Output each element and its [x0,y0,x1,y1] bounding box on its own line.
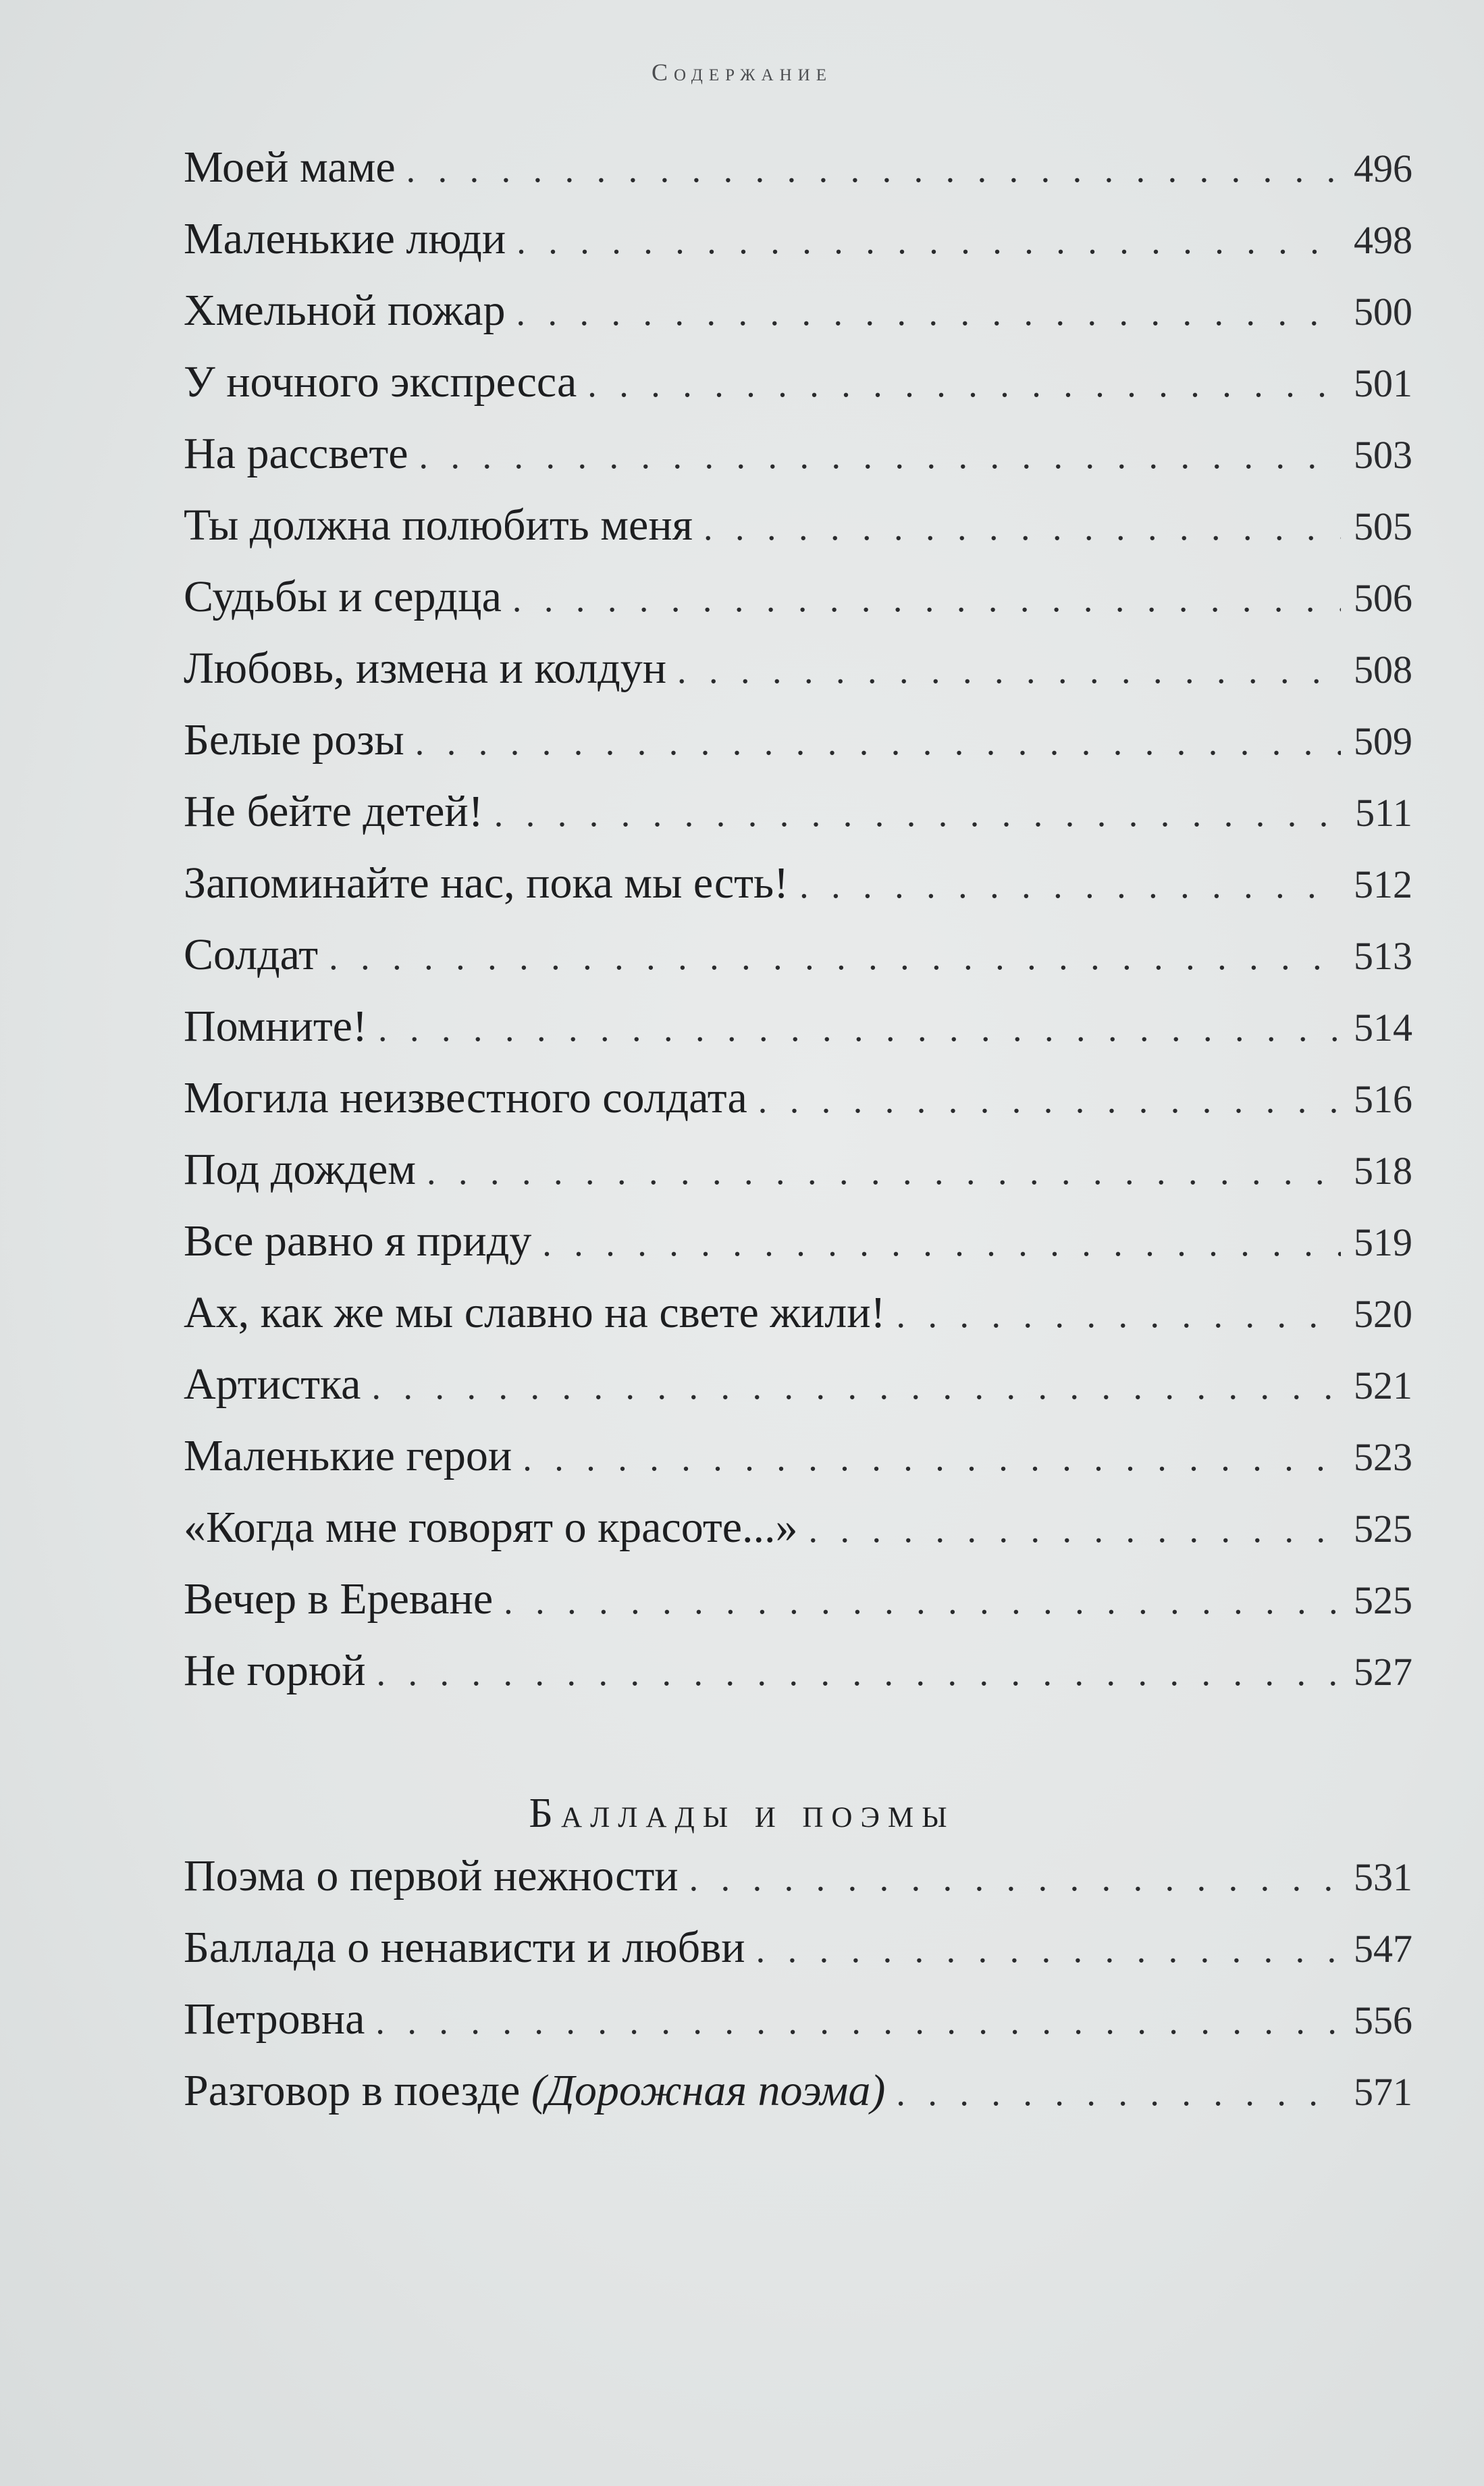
toc-entry-page: 496 [1354,147,1412,190]
toc-entry [184,428,1412,500]
toc-entry-page: 500 [1354,290,1412,334]
running-head: Содержание [651,59,832,86]
toc-entry-page: 498 [1354,218,1412,262]
dot-leader [415,721,1341,763]
toc-entry-title: Все равно я приду [184,1216,532,1266]
toc-entry-title: Не бейте детей! [184,787,483,836]
toc-entry-title: Солдат [184,930,319,979]
toc-entry-title: На рассвете [184,429,408,478]
toc-entry-title: Помните! [184,1002,367,1051]
toc-entry [184,1216,1412,1287]
toc-entry-page: 508 [1354,648,1412,692]
dot-leader [419,435,1341,477]
toc-entry-page: 514 [1354,1006,1412,1050]
toc-entry-page: 506 [1354,576,1412,620]
section-heading: Баллады и поэмы [529,1790,955,1836]
toc-entry-title: Запоминайте нас, пока мы есть! [184,858,789,908]
toc-entry [184,500,1412,571]
toc-entry [184,1502,1412,1574]
toc-entry-title: Маленькие люди [184,214,506,263]
toc-entry [184,1144,1412,1216]
dot-leader [378,1008,1341,1050]
dot-leader [587,363,1341,405]
toc-entry-page: 571 [1354,2070,1412,2114]
dot-leader [504,1580,1341,1622]
toc-entry [184,1574,1412,1645]
toc-entry-page: 525 [1354,1578,1412,1622]
toc-entry-page: 531 [1354,1855,1412,1899]
dot-leader [689,1857,1341,1899]
dot-leader [758,1079,1341,1121]
toc-entry [184,1359,1412,1430]
toc-entry-title: «Когда мне говорят о красоте...» [184,1503,798,1552]
toc-entry [184,1994,1412,2065]
toc-entry [184,786,1412,858]
toc-entry [184,357,1412,428]
toc-entry-page: 521 [1354,1364,1412,1407]
dot-leader [896,2072,1341,2114]
toc-entry-title: Не горюй [184,1646,366,1695]
dot-leader [329,936,1341,978]
toc-entry [184,929,1412,1001]
toc-entry-title: Ты должна полюбить меня [184,500,693,550]
toc-entry-page: 511 [1355,791,1412,835]
toc-entry-page: 505 [1354,504,1412,548]
toc-entry [184,1850,1412,1922]
dot-leader [512,578,1341,620]
toc-entry-title: Под дождем [184,1145,417,1194]
dot-leader [523,1437,1341,1479]
toc-entry-title: Судьбы и сердца [184,572,502,621]
dot-leader [371,1366,1341,1407]
dot-leader [704,507,1341,548]
toc-entry-title: Петровна [184,1994,365,2044]
toc-section-list [184,1850,1412,2137]
toc-entry-page: 527 [1354,1650,1412,1694]
toc-entry [184,715,1412,786]
toc-entry-title: Поэма о первой нежности [184,1851,679,1900]
dot-leader [542,1222,1341,1264]
dot-leader [427,1151,1341,1193]
dot-leader [809,1509,1341,1551]
dot-leader [897,1294,1342,1336]
toc-entry-page: 518 [1354,1149,1412,1193]
toc-entry [184,571,1412,643]
toc-entry [184,2065,1412,2137]
toc-main-list [184,142,1412,1717]
dot-leader [516,220,1341,262]
toc-entry-title: Хмельной пожар [184,286,506,335]
toc-entry-page: 501 [1354,361,1412,405]
toc-entry-title: Маленькие герои [184,1431,512,1480]
toc-entry-page: 523 [1354,1435,1412,1479]
toc-entry-title: Разговор в поезде (Дорожная поэма) [184,2066,886,2115]
dot-leader [516,292,1341,334]
toc-entry [184,1001,1412,1072]
toc-entry-title: Могила неизвестного солдата [184,1073,747,1122]
toc-entry [184,1922,1412,1994]
toc-entry-page: 512 [1354,862,1412,906]
toc-entry-page: 509 [1354,719,1412,763]
toc-entry-title: Артистка [184,1359,361,1409]
dot-leader [375,2000,1341,2042]
dot-leader [494,793,1341,835]
toc-entry-title: Вечер в Ереване [184,1574,494,1624]
toc-entry-title: Ах, как же мы славно на свете жили! [184,1288,886,1337]
toc-entry-page: 513 [1354,934,1412,978]
toc-entry [184,1072,1412,1144]
toc-entry [184,643,1412,715]
dot-leader [406,149,1341,190]
dot-leader [377,1652,1341,1694]
toc-entry [184,285,1412,357]
toc-entry-page: 520 [1354,1292,1412,1336]
dot-leader [677,650,1341,692]
dot-leader [756,1929,1341,1971]
toc-entry-title: Баллада о ненависти и любви [184,1923,745,1972]
toc-entry-page: 519 [1354,1220,1412,1264]
toc-entry-page: 556 [1354,1998,1412,2042]
toc-entry [184,142,1412,213]
toc-entry [184,858,1412,929]
toc-entry [184,1645,1412,1717]
toc-entry-page: 547 [1354,1927,1412,1971]
toc-entry [184,1430,1412,1502]
toc-entry-title: Любовь, измена и колдун [184,644,667,693]
toc-entry-page: 525 [1354,1507,1412,1551]
toc-entry-title: Белые розы [184,715,404,765]
dot-leader [799,864,1341,906]
toc-entry [184,213,1412,285]
toc-entry-page: 503 [1354,433,1412,477]
toc-entry [184,1287,1412,1359]
toc-entry-title: Моей маме [184,143,396,192]
toc-entry-title: У ночного экспресса [184,357,577,407]
toc-entry-page: 516 [1354,1077,1412,1121]
